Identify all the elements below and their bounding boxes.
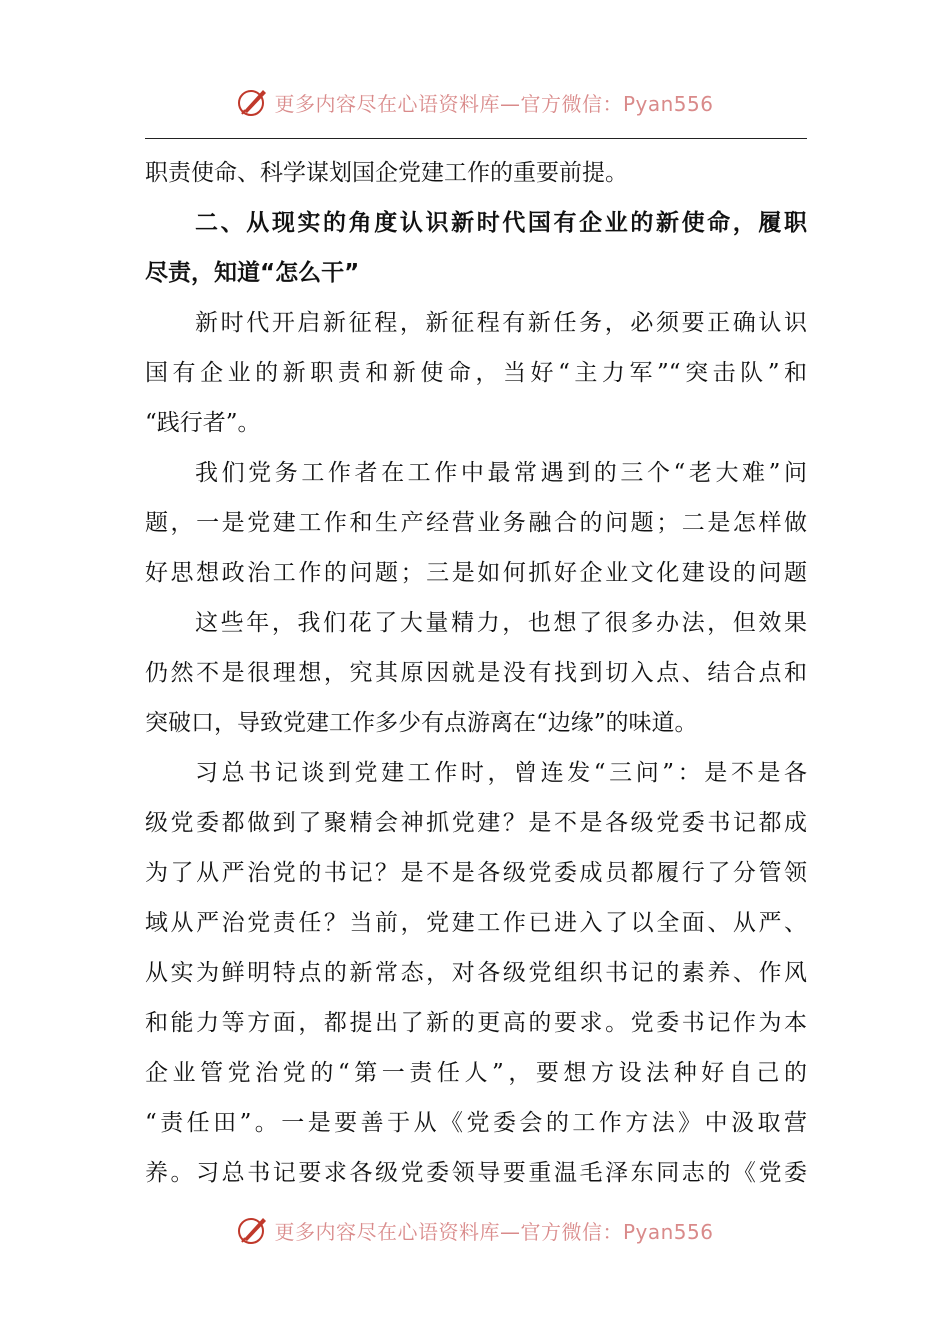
- text-line: 职责使命、科学谋划国企党建工作的重要前提。: [145, 160, 628, 186]
- text-line: 习总书记谈到党建工作时，曾连发“三问”：是不是各: [195, 760, 807, 786]
- document-body: [145, 148, 807, 1198]
- text-line: 从实为鲜明特点的新常态，对各级党组织书记的素养、作风: [145, 960, 807, 986]
- quill-pen-logo-icon: [236, 1213, 270, 1247]
- text-line: 新时代开启新征程，新征程有新任务，必须要正确认识: [195, 310, 807, 336]
- text-line: 和能力等方面，都提出了新的更高的要求。党委书记作为本: [145, 1010, 807, 1036]
- quill-pen-logo-icon: [236, 85, 270, 119]
- text-line: 为了从严治党的书记？是不是各级党委成员都履行了分管领: [145, 860, 807, 886]
- text-line: 仍然不是很理想，究其原因就是没有找到切入点、结合点和: [145, 660, 807, 686]
- text-line: 突破口，导致党建工作多少有点游离在“边缘”的味道。: [145, 710, 698, 736]
- text-line: 级党委都做到了聚精会神抓党建？是不是各级党委书记都成: [145, 810, 807, 836]
- text-line: 我们党务工作者在工作中最常遇到的三个“老大难”问: [195, 460, 807, 486]
- text-line: “践行者”。: [145, 410, 261, 436]
- text-line: 国有企业的新职责和新使命，当好“主力军”“突击队”和: [145, 360, 807, 386]
- text-line: 养。习总书记要求各级党委领导要重温毛泽东同志的《党委: [145, 1160, 807, 1186]
- text-line: 这些年，我们花了大量精力，也想了很多办法，但效果: [195, 610, 807, 636]
- page-header-banner: [0, 80, 950, 124]
- text-line: “责任田”。一是要善于从《党委会的工作方法》中汲取营: [145, 1110, 807, 1136]
- footer-text: 更多内容尽在心语资料库—官方微信：Pyan556: [274, 1219, 714, 1244]
- header-text: 更多内容尽在心语资料库—官方微信：Pyan556: [274, 91, 714, 116]
- header-divider: [145, 138, 807, 139]
- section-heading-line: 尽责，知道“怎么干”: [145, 260, 360, 286]
- text-line: 好思想政治工作的问题；三是如何抓好企业文化建设的问题: [145, 560, 807, 586]
- text-line: 域从严治党责任？当前，党建工作已进入了以全面、从严、: [145, 910, 807, 936]
- section-heading-line: 二、从现实的角度认识新时代国有企业的新使命，履职: [195, 210, 807, 236]
- text-line: 企业管党治党的“第一责任人”，要想方设法种好自己的: [145, 1060, 807, 1086]
- text-line: 题，一是党建工作和生产经营业务融合的问题；二是怎样做: [145, 510, 807, 536]
- page-footer-banner: [0, 1208, 950, 1252]
